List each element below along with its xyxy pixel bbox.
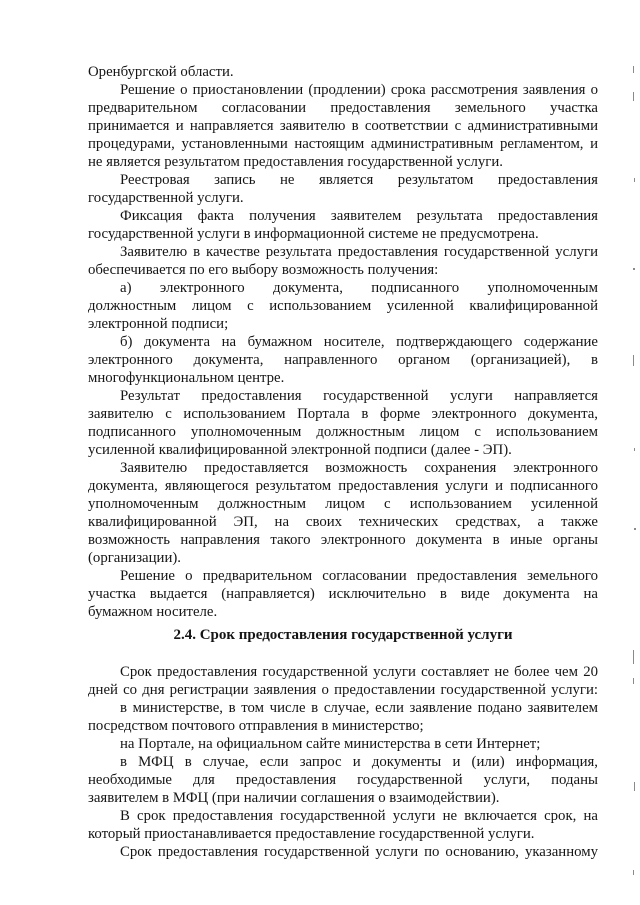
text-line: Решение о приостановлении (продлении) срока рассмотрения заявления о xyxy=(120,82,598,98)
text-line: Срок предоставления государственной услуги составляет не более чем 20 xyxy=(120,664,598,680)
text-line: электронного документа, направленного органом (организацией), в xyxy=(88,352,598,368)
text-line: должностным лицом с использованием усиленной квалифицированной xyxy=(88,298,598,314)
text-line: электронной подписи; xyxy=(88,316,229,332)
scan-speck xyxy=(634,448,635,451)
scan-speck xyxy=(633,870,634,875)
scan-speck xyxy=(633,678,634,684)
scan-speck xyxy=(634,782,635,791)
text-line: дней со дня регистрации заявления о предоставлении государственной услуги: xyxy=(88,682,598,698)
text-line: предварительном согласовании предоставления земельного участка xyxy=(88,100,598,116)
scan-speck xyxy=(633,66,634,73)
text-line: принимается и направляется заявителю в соответствии с административными xyxy=(88,118,598,134)
text-line: уполномоченным должностным лицом с использованием усиленной xyxy=(88,496,598,512)
text-line: Результат предоставления государственной услуги направляется xyxy=(120,388,598,404)
scan-speck xyxy=(634,528,636,530)
text-line: подписанного уполномоченным должностным лицом с использованием xyxy=(88,424,598,440)
text-line: Оренбургской области. xyxy=(88,64,234,80)
text-line: В срок предоставления государственной услуги не включается срок, на xyxy=(120,808,598,824)
text-line: в МФЦ в случае, если запрос и документы и (или) информация, xyxy=(120,754,598,770)
text-line: необходимые для предоставления государственной услуги, поданы xyxy=(88,772,598,788)
scan-speck xyxy=(633,268,635,270)
text-line: заявителем в МФЦ (при наличии соглашения о взаимодействии). xyxy=(88,790,500,806)
scan-speck xyxy=(634,178,635,182)
text-line: Фиксация факта получения заявителем результата предоставления xyxy=(120,208,598,224)
text-line: участка выдается (направляется) исключительно в виде документа на xyxy=(88,586,598,602)
text-line: на Портале, на официальном сайте министерства в сети Интернет; xyxy=(120,736,541,752)
text-line: бумажном носителе. xyxy=(88,604,218,620)
text-line: возможность направления такого электронного документа в иные органы xyxy=(88,532,598,548)
text-line: заявителю с использованием Портала в форме электронного документа, xyxy=(88,406,598,422)
text-line: (организации). xyxy=(88,550,181,566)
text-line: б) документа на бумажном носителе, подтверждающего содержание xyxy=(120,334,598,350)
text-line: в министерстве, в том числе в случае, если заявление подано заявителем xyxy=(120,700,598,716)
text-line: Срок предоставления государственной услуги по основанию, указанному xyxy=(120,844,598,860)
text-line: Решение о предварительном согласовании предоставления земельного xyxy=(120,568,598,584)
scan-speck xyxy=(633,92,634,101)
text-line: квалифицированной ЭП, на своих технических средствах, а также xyxy=(88,514,598,530)
text-line: посредством почтового отправления в министерство; xyxy=(88,718,424,734)
text-line: обеспечивается по его выбору возможность получения: xyxy=(88,262,439,278)
text-line: который приостанавливается предоставление государственной услуги. xyxy=(88,826,535,842)
text-line: не является результатом предоставления государственной услуги. xyxy=(88,154,503,170)
section-heading: 2.4. Срок предоставления государственной услуги xyxy=(173,627,513,643)
text-line: государственной услуги. xyxy=(88,190,244,206)
text-line: усиленной квалифицированной электронной подписи (далее - ЭП). xyxy=(88,442,512,458)
text-line: Заявителю предоставляется возможность сохранения электронного xyxy=(120,460,598,476)
text-line: государственной услуги в информационной системе не предусмотрена. xyxy=(88,226,539,242)
text-line: Реестровая запись не является результатом предоставления xyxy=(120,172,598,188)
text-line: процедурами, установленными настоящим административным регламентом, и xyxy=(88,136,598,152)
scan-speck xyxy=(633,355,634,366)
scan-speck xyxy=(633,650,634,664)
text-line: документа, являющегося результатом предоставления услуги и подписанного xyxy=(88,478,598,494)
text-line: а) электронного документа, подписанного уполномоченным xyxy=(120,280,598,296)
text-line: многофункциональном центре. xyxy=(88,370,285,386)
text-line: Заявителю в качестве результата предоставления государственной услуги xyxy=(120,244,598,260)
